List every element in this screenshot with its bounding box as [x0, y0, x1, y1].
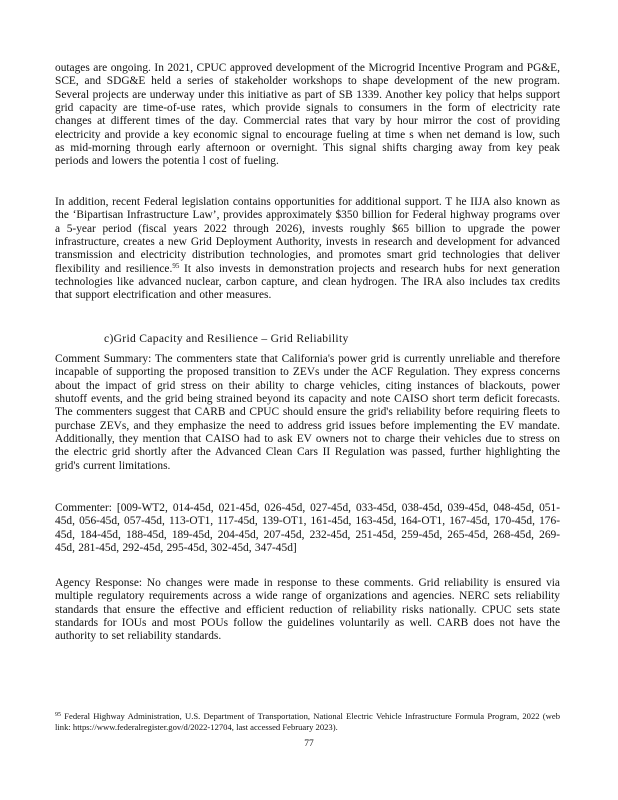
- footnote-marker: 95: [55, 712, 61, 718]
- footnote-text: Federal Highway Administration, U.S. Department of Transportation, National Electric Vehicle Infrastructure Formula Program, 2022 (web link: https://www.federalregister.gov/d/2022-12704, last accessed February 2023).: [55, 711, 560, 732]
- footnote-reference[interactable]: 95: [172, 261, 180, 270]
- paragraph-text: In addition, recent Federal legislation contains opportunities for additional support. T he IIJA also known as the ‘Bipartisan Infrastructure Law’, provides approximately $350 billion for Federal highway programs over a 5-year period (fiscal years 2022 through 2026), invests roughly $65 billion to upgrade the power infrastructure, creates a new Grid Deployment Authority, invests in research and development for advanced transmission and electricity distribution technologies, and promotes smart grid technologies that deliver flexibility and resilience.: [55, 196, 560, 275]
- section-heading: c)Grid Capacity and Resilience – Grid Reliability: [104, 332, 349, 345]
- comment-summary-paragraph: Comment Summary: The commenters state that California's power grid is currently unreliable and therefore incapable of supporting the proposed transition to ZEVs under the ACF Regulation. They express concerns about the impact of grid stress on their ability to charge vehicles, citing instances of blackouts, power shutoff events, and the grid being strained beyond its capacity and note CAISO short term deficit forecasts. The commenters suggest that CARB and CPUC should ensure the grid's reliability before requiring fleets to purchase ZEVs, and they emphasize the need to address grid issues before implementing the EV mandate. Additionally, they mention that CAISO had to ask EV owners not to charge their vehicles due to stress on the electric grid shortly after the Advanced Clean Cars II Regulation was passed, further highlighting the grid's current limitations.: [55, 353, 560, 472]
- footnote: [55, 711, 560, 733]
- commenter-list-paragraph: Commenter: [009-WT2, 014-45d, 021-45d, 026-45d, 027-45d, 033-45d, 038-45d, 039-45d, 048-45d, 051-45d, 056-45d, 057-45d, 113-OT1, 117-45d, 139-OT1, 161-45d, 163-45d, 164-OT1, 167-45d, 170-45d, 176-45d, 184-45d, 188-45d, 189-45d, 204-45d, 207-45d, 232-45d, 251-45d, 259-45d, 265-45d, 268-45d, 269-45d, 281-45d, 292-45d, 295-45d, 302-45d, 347-45d]: [55, 502, 560, 555]
- body-paragraph-federal-legislation: [55, 196, 560, 303]
- page-number: 77: [304, 739, 314, 749]
- paragraph-text: It also invests in demonstration projects and research hubs for next generation technologies like advanced nuclear, carbon capture, and clean hydrogen. The IRA also includes tax credits that support electrification and other measures.: [55, 262, 560, 302]
- body-paragraph-microgrid: outages are ongoing. In 2021, CPUC approved development of the Microgrid Incentive Program and PG&E, SCE, and SDG&E held a series of stakeholder workshops to shape development of the new program. Several projects are underway under this initiative as part of SB 1339. Another key policy that helps support grid capacity are time-of-use rates, which provide signals to consumers in the form of electricity rate changes at different times of the day. Commercial rates that vary by hour mirror the cost of providing electricity and provide a key economic signal to encourage fueling at time s when net demand is low, such as mid-morning through early afternoon or overnight. This signal shifts charging away from key peak periods and lowers the potentia l cost of fueling.: [55, 62, 560, 168]
- agency-response-paragraph: Agency Response: No changes were made in response to these comments. Grid reliability is ensured via multiple regulatory requirements across a wide range of organizations and agencies. NERC sets reliability standards that ensure the effective and efficient reduction of reliability risks nationally. CPUC sets state standards for IOUs and most POUs follow the guidelines voluntarily as well. CARB does not have the authority to set reliability standards.: [55, 577, 560, 643]
